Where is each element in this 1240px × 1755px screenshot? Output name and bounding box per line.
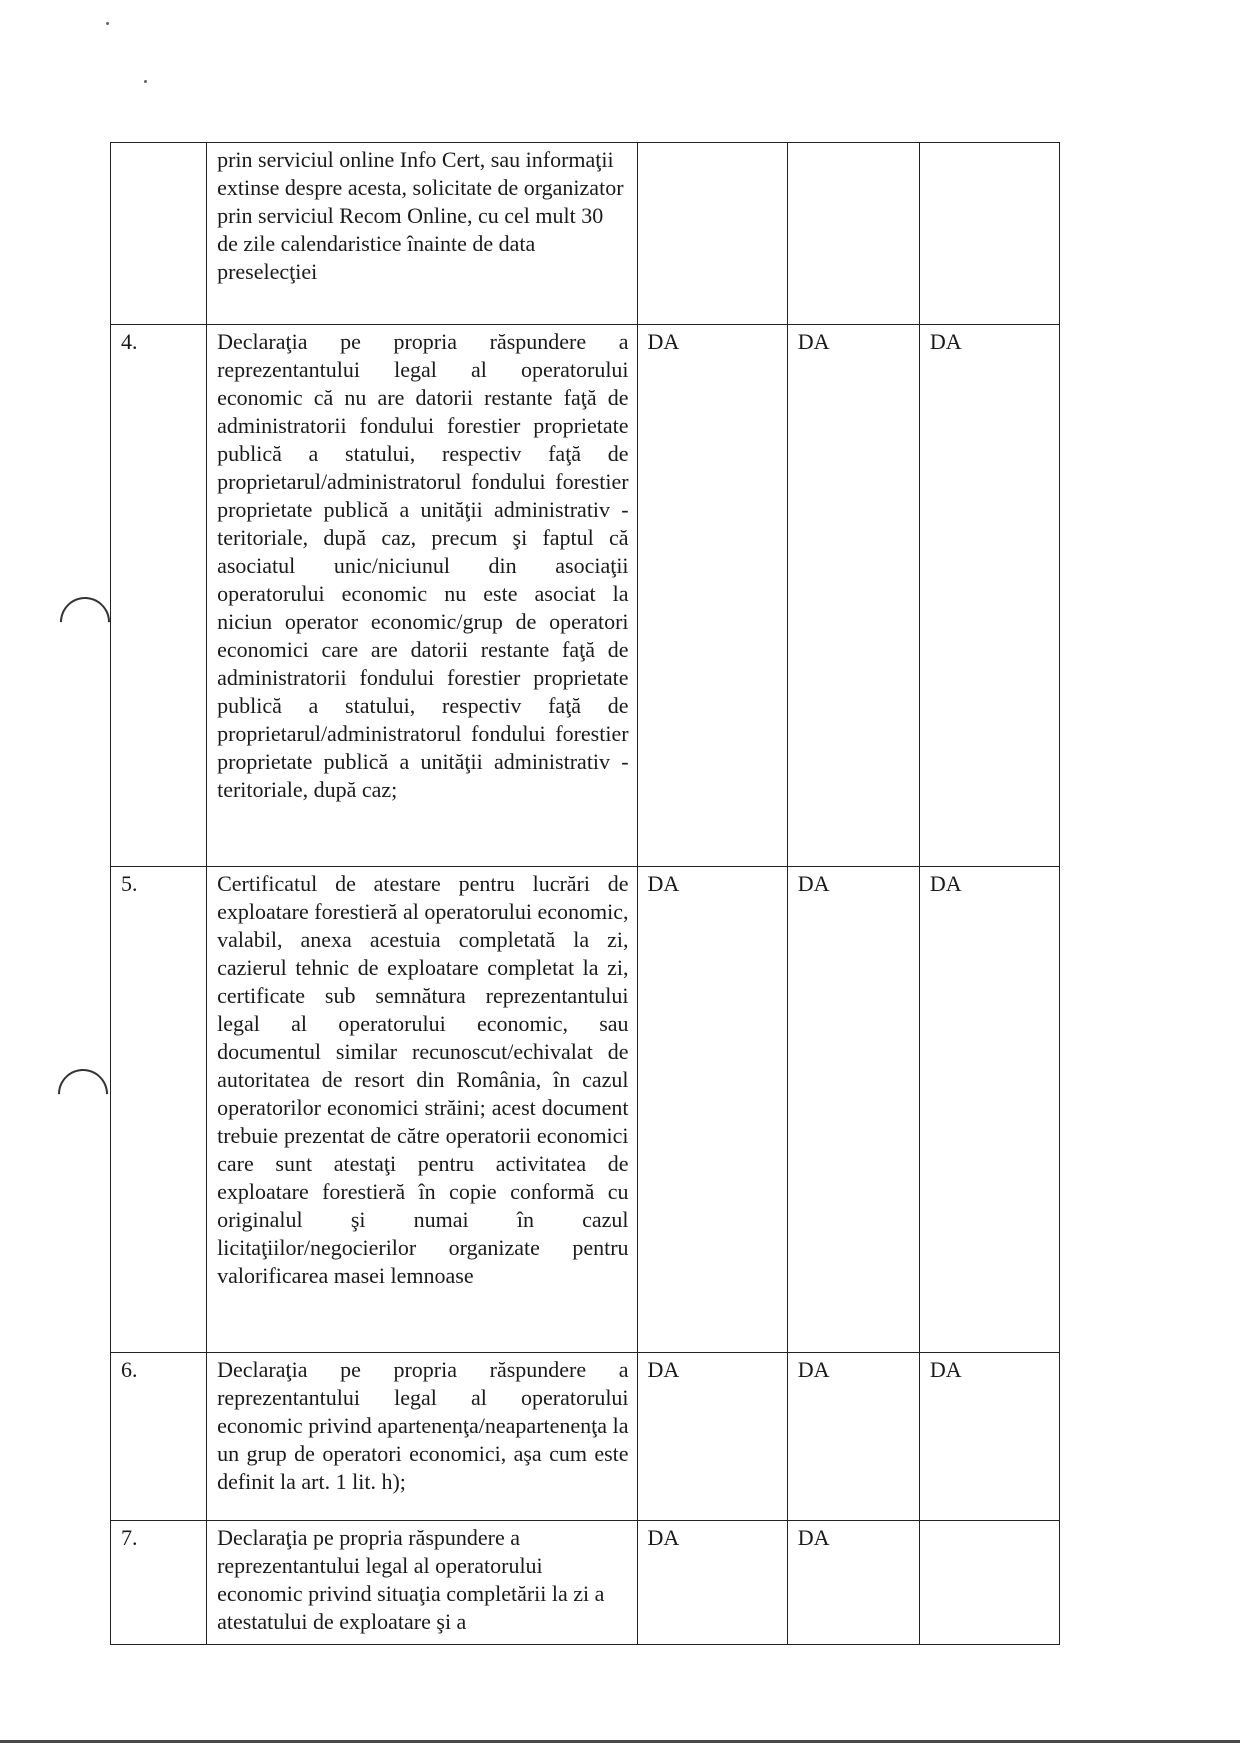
punch-hole-mark-bottom xyxy=(48,1059,119,1130)
page-bottom-edge xyxy=(0,1740,1240,1743)
status-cell-c: DA xyxy=(919,1353,1059,1521)
status-cell-c: DA xyxy=(919,867,1059,1353)
table-row xyxy=(111,867,1060,1353)
status-cell-a: DA xyxy=(637,867,787,1353)
status-cell-c xyxy=(919,1521,1059,1645)
table-row xyxy=(111,1353,1060,1521)
table-row xyxy=(111,325,1060,867)
document-description-cell: prin serviciul online Info Cert, sau informaţii extinse despre acesta, solicitate de organizator prin serviciul Recom Online, cu cel mult 30 de zile calendaristice înainte de data preselecţiei xyxy=(207,143,637,325)
table-row xyxy=(111,1521,1060,1645)
row-number-cell xyxy=(111,143,207,325)
row-number-cell: 5. xyxy=(111,867,207,1353)
document-description-cell: Declaraţia pe propria răspundere a reprezentantului legal al operatorului economic privind apartenenţa/neapartenenţa la un grup de operatori economici, aşa cum este definit la art. 1 lit. h); xyxy=(207,1353,637,1521)
status-cell-a: DA xyxy=(637,1521,787,1645)
status-cell-a: DA xyxy=(637,1353,787,1521)
status-cell-b: DA xyxy=(787,1353,919,1521)
status-cell-a: DA xyxy=(637,325,787,867)
status-cell-b: DA xyxy=(787,1521,919,1645)
row-number-cell: 4. xyxy=(111,325,207,867)
row-number-cell: 7. xyxy=(111,1521,207,1645)
status-cell-b xyxy=(787,143,919,325)
scan-speck xyxy=(106,22,109,25)
row-number-cell: 6. xyxy=(111,1353,207,1521)
document-description-cell: Certificatul de atestare pentru lucrări de exploatare forestieră al operatorului economic, valabil, anexa acestuia completată la zi, cazierul tehnic de exploatare completat la zi, certificate sub semnătura reprezentantului legal al operatorului economic, sau documentul similar recunoscut/echivalat de autoritatea de resort din România, în cazul operatorilor economici străini; acest document trebuie prezentat de către operatorii economici care sunt atestaţi pentru activitatea de exploatare forestieră în copie conformă cu originalul şi numai în cazul licitaţiilor/negocierilor organizate pentru valorificarea masei lemnoase xyxy=(207,867,637,1353)
status-cell-b: DA xyxy=(787,325,919,867)
status-cell-b: DA xyxy=(787,867,919,1353)
status-cell-a xyxy=(637,143,787,325)
table-row xyxy=(111,143,1060,325)
status-cell-c: DA xyxy=(919,325,1059,867)
document-description-cell: Declaraţia pe propria răspundere a reprezentantului legal al operatorului economic privind situaţia completării la zi a atestatului de exploatare şi a xyxy=(207,1521,637,1645)
document-checklist-table xyxy=(110,142,1060,1645)
document-description-cell: Declaraţia pe propria răspundere a reprezentantului legal al operatorului economic că nu are datorii restante faţă de administratorii fondului forestier proprietate publică a statului, respectiv faţă de proprietarul/administratorul fondului forestier proprietate publică a unităţii administrativ - teritoriale, după caz, precum şi faptul că asociatul unic/niciunul din asociaţii operatorului economic nu este asociat la niciun operator economic/grup de operatori economici care are datorii restante faţă de administratorii fondului forestier proprietate publică a statului, respectiv faţă de proprietarul/administratorul fondului forestier proprietate publică a unităţii administrativ - teritoriale, după caz; xyxy=(207,325,637,867)
status-cell-c xyxy=(919,143,1059,325)
scan-speck xyxy=(144,80,147,83)
